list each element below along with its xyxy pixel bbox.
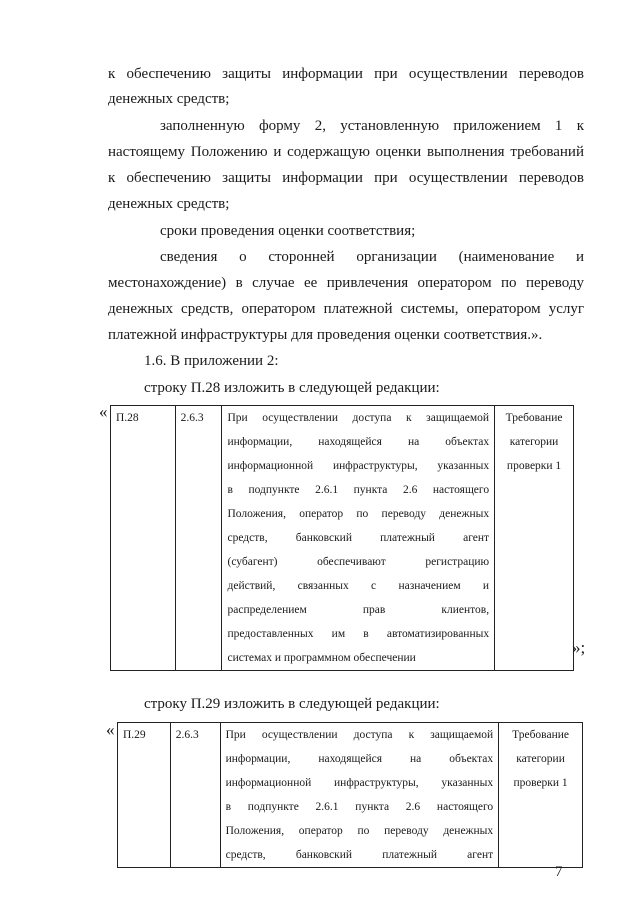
category-line: Требование (505, 412, 563, 424)
instruction-line: строку П.29 изложить в следующей редакции: (144, 696, 440, 712)
section-heading: 1.6. В приложении 2: (144, 353, 279, 369)
category-line: проверки 1 (506, 460, 562, 472)
requirement-line: распределением прав клиентов, (227, 604, 490, 616)
requirement-line: предоставленных им в автоматизированных (227, 628, 490, 640)
paragraph-line: заполненную форму 2, установленную приложением 1 к (160, 118, 584, 134)
page-number: 7 (555, 864, 563, 880)
requirement-text (220, 723, 499, 868)
paragraph-line: денежных средств; (108, 196, 230, 212)
requirement-line: информации, находящейся на объектах (227, 436, 490, 448)
opening-quote: « (106, 720, 115, 739)
paragraph-line: сроки проведения оценки соответствия; (160, 223, 416, 239)
paragraph-line: к обеспечению защиты информации при осуществлении переводов (108, 170, 584, 186)
requirement-table-p29 (117, 722, 583, 868)
item-code: П.28 (111, 406, 176, 671)
category-line: категории (516, 753, 565, 765)
instruction-line: строку П.28 изложить в следующей редакции: (144, 380, 440, 396)
item-code: П.29 (118, 723, 171, 868)
requirement-line: информационной инфраструктуры, указанных (227, 460, 490, 472)
opening-quote: « (99, 402, 108, 421)
requirement-line: Положения, оператор по переводу денежных (225, 825, 494, 837)
requirement-line: Положения, оператор по переводу денежных (227, 508, 490, 520)
requirement-text (222, 406, 495, 671)
paragraph-line: денежных средств; (108, 91, 230, 107)
item-reference: 2.6.3 (170, 723, 220, 868)
requirement-line: информации, находящейся на объектах (225, 753, 494, 765)
requirement-line: в подпункте 2.6.1 пункта 2.6 настоящего (227, 484, 490, 496)
requirement-line: (субагент) обеспечивают регистрацию (227, 556, 490, 568)
requirement-line: системах и программном обеспечении (227, 652, 416, 664)
category-line: Требование (512, 729, 569, 741)
requirement-line: информационной инфраструктуры, указанных (225, 777, 494, 789)
requirement-table-p28 (110, 405, 574, 671)
requirement-line: действий, связанных с назначением и (227, 580, 490, 592)
closing-quote: »; (572, 638, 586, 657)
requirement-line: При осуществлении доступа к защищаемой (227, 412, 490, 424)
requirement-line: При осуществлении доступа к защищаемой (225, 729, 494, 741)
check-category (499, 723, 583, 868)
category-line: проверки 1 (513, 777, 568, 789)
paragraph-line: денежных средств, оператором платежной системы, оператором услуг (108, 301, 584, 317)
paragraph-line: к обеспечению защиты информации при осуществлении переводов (108, 66, 584, 82)
table-row (118, 723, 583, 868)
paragraph-line: местонахождение) в случае ее привлечения оператором по переводу (108, 275, 584, 291)
paragraph-line: сведения о сторонней организации (наименование и (160, 249, 584, 265)
requirement-line: средств, банковский платежный агент (225, 849, 494, 861)
item-reference: 2.6.3 (175, 406, 222, 671)
paragraph-line: настоящему Положению и содержащую оценки выполнения требований (108, 144, 584, 160)
category-line: категории (509, 436, 559, 448)
paragraph-line: платежной инфраструктуры для проведения оценки соответствия.». (108, 327, 543, 343)
requirement-line: средств, банковский платежный агент (227, 532, 490, 544)
check-category (495, 406, 574, 671)
requirement-line: в подпункте 2.6.1 пункта 2.6 настоящего (225, 801, 494, 813)
table-row (111, 406, 574, 671)
